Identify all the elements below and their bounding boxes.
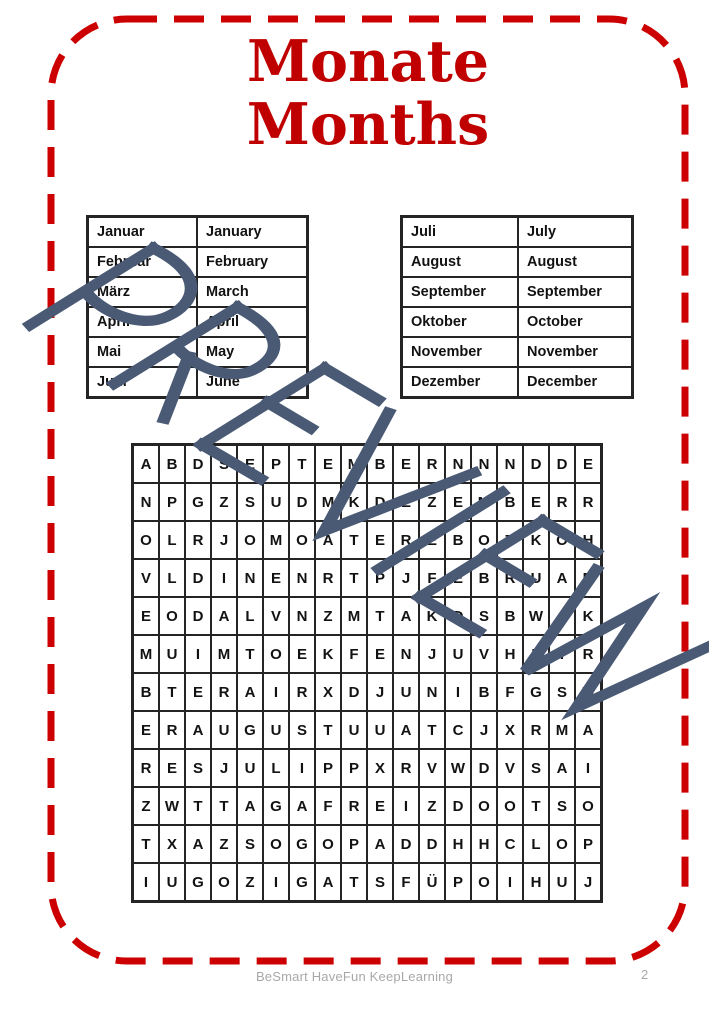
grid-letter-cell: Z xyxy=(419,787,445,825)
grid-letter-cell: J xyxy=(393,559,419,597)
grid-letter-cell: A xyxy=(237,673,263,711)
grid-letter-cell: J xyxy=(367,673,393,711)
vocab-cell: Februar xyxy=(88,247,197,277)
grid-letter-cell: N xyxy=(237,559,263,597)
grid-letter-cell: F xyxy=(497,673,523,711)
grid-letter-cell: B xyxy=(367,445,393,483)
grid-letter-cell: A xyxy=(393,597,419,635)
vocab-cell: November xyxy=(402,337,518,367)
vocab-cell: Juli xyxy=(402,217,518,247)
grid-letter-cell: W xyxy=(159,787,185,825)
grid-letter-cell: E xyxy=(185,673,211,711)
grid-letter-cell: V xyxy=(471,635,497,673)
grid-letter-cell: D xyxy=(367,483,393,521)
grid-letter-cell: O xyxy=(263,825,289,863)
grid-letter-cell: R xyxy=(393,521,419,559)
grid-letter-cell: R xyxy=(211,673,237,711)
grid-letter-cell: D xyxy=(185,559,211,597)
grid-letter-cell: O xyxy=(315,825,341,863)
vocab-cell: Dezember xyxy=(402,367,518,397)
grid-letter-cell: D xyxy=(393,825,419,863)
grid-letter-cell: B xyxy=(159,445,185,483)
grid-letter-cell: Z xyxy=(133,787,159,825)
grid-letter-cell: N xyxy=(497,445,523,483)
grid-letter-cell: M xyxy=(549,711,575,749)
grid-letter-cell: S xyxy=(367,863,393,901)
grid-letter-cell: L xyxy=(523,635,549,673)
grid-letter-cell: I xyxy=(575,749,601,787)
vocab-table-jul-dec xyxy=(400,215,634,399)
grid-letter-cell: A xyxy=(185,825,211,863)
grid-letter-cell: C xyxy=(445,711,471,749)
grid-letter-cell: J xyxy=(419,635,445,673)
grid-letter-cell: G xyxy=(185,483,211,521)
grid-letter-cell: J xyxy=(471,711,497,749)
grid-letter-cell: O xyxy=(549,521,575,559)
grid-letter-cell: D xyxy=(445,597,471,635)
grid-letter-cell: U xyxy=(341,711,367,749)
grid-letter-cell: R xyxy=(419,445,445,483)
vocab-cell: November xyxy=(518,337,632,367)
grid-letter-cell: H xyxy=(497,635,523,673)
grid-letter-cell: K xyxy=(341,483,367,521)
grid-letter-cell: V xyxy=(497,749,523,787)
grid-letter-cell: P xyxy=(341,749,367,787)
vocab-cell: June xyxy=(197,367,307,397)
grid-letter-cell: T xyxy=(341,521,367,559)
grid-letter-cell: R xyxy=(315,559,341,597)
grid-letter-cell: R xyxy=(497,559,523,597)
grid-letter-cell: T xyxy=(237,635,263,673)
vocab-cell: January xyxy=(197,217,307,247)
grid-letter-cell: D xyxy=(289,483,315,521)
grid-letter-cell: U xyxy=(159,635,185,673)
grid-letter-cell: R xyxy=(341,787,367,825)
grid-letter-cell: N xyxy=(393,635,419,673)
grid-letter-cell: I xyxy=(263,863,289,901)
grid-letter-cell: S xyxy=(549,787,575,825)
word-search-grid xyxy=(131,443,603,903)
grid-letter-cell: A xyxy=(367,825,393,863)
grid-letter-cell: N xyxy=(471,445,497,483)
grid-letter-cell: B xyxy=(471,673,497,711)
grid-letter-cell: J xyxy=(211,521,237,559)
grid-letter-cell: D xyxy=(419,825,445,863)
grid-letter-cell: A xyxy=(289,787,315,825)
vocab-cell: July xyxy=(518,217,632,247)
grid-letter-cell: L xyxy=(237,597,263,635)
grid-letter-cell: W xyxy=(445,749,471,787)
vocab-cell: March xyxy=(197,277,307,307)
grid-letter-cell: A xyxy=(549,559,575,597)
grid-letter-cell: E xyxy=(393,445,419,483)
grid-letter-cell: R xyxy=(575,635,601,673)
grid-letter-cell: O xyxy=(211,863,237,901)
grid-letter-cell: M xyxy=(341,597,367,635)
grid-letter-cell: B xyxy=(497,597,523,635)
grid-letter-cell: I xyxy=(497,863,523,901)
grid-letter-cell: R xyxy=(185,521,211,559)
grid-letter-cell: E xyxy=(393,483,419,521)
grid-letter-cell: O xyxy=(575,787,601,825)
grid-letter-cell: K xyxy=(523,521,549,559)
grid-letter-cell: O xyxy=(263,635,289,673)
grid-letter-cell: O xyxy=(159,597,185,635)
grid-letter-cell: J xyxy=(575,863,601,901)
grid-letter-cell: L xyxy=(523,825,549,863)
grid-letter-cell: E xyxy=(367,635,393,673)
grid-letter-cell: T xyxy=(289,445,315,483)
grid-letter-cell: R xyxy=(575,559,601,597)
grid-letter-cell: A xyxy=(575,711,601,749)
grid-letter-cell: X xyxy=(159,825,185,863)
grid-letter-cell: N xyxy=(133,483,159,521)
grid-letter-cell: Z xyxy=(419,483,445,521)
grid-letter-cell: I xyxy=(445,673,471,711)
grid-letter-cell: A xyxy=(393,711,419,749)
vocab-cell: May xyxy=(197,337,307,367)
grid-letter-cell: A xyxy=(549,749,575,787)
vocab-table-jan-jun xyxy=(86,215,309,399)
grid-letter-cell: E xyxy=(133,711,159,749)
grid-letter-cell: J xyxy=(211,749,237,787)
grid-letter-cell: V xyxy=(263,597,289,635)
grid-letter-cell: K xyxy=(575,597,601,635)
grid-letter-cell: I xyxy=(289,749,315,787)
grid-letter-cell: X xyxy=(315,673,341,711)
grid-letter-cell: S xyxy=(237,825,263,863)
page-title xyxy=(48,30,688,156)
vocab-cell: März xyxy=(88,277,197,307)
grid-letter-cell: T xyxy=(341,863,367,901)
grid-letter-cell: P xyxy=(445,863,471,901)
grid-letter-cell: H xyxy=(575,521,601,559)
grid-letter-cell: U xyxy=(393,673,419,711)
grid-letter-cell: B xyxy=(133,673,159,711)
grid-letter-cell: I xyxy=(263,673,289,711)
grid-letter-cell: B xyxy=(471,559,497,597)
grid-letter-cell: T xyxy=(367,597,393,635)
grid-letter-cell: K xyxy=(315,635,341,673)
grid-letter-cell: A xyxy=(133,445,159,483)
grid-letter-cell: E xyxy=(133,597,159,635)
grid-letter-cell: S xyxy=(211,445,237,483)
grid-letter-cell: N xyxy=(289,597,315,635)
grid-letter-cell: U xyxy=(211,711,237,749)
grid-letter-cell: H xyxy=(471,825,497,863)
grid-letter-cell: T xyxy=(523,787,549,825)
grid-letter-cell: M xyxy=(133,635,159,673)
grid-letter-cell: Z xyxy=(211,483,237,521)
grid-letter-cell: E xyxy=(523,483,549,521)
vocab-cell: August xyxy=(402,247,518,277)
grid-letter-cell: V xyxy=(133,559,159,597)
grid-letter-cell: F xyxy=(419,559,445,597)
grid-letter-cell: Z xyxy=(237,863,263,901)
grid-letter-cell: B xyxy=(497,483,523,521)
grid-letter-cell: A xyxy=(237,787,263,825)
grid-letter-cell: W xyxy=(523,597,549,635)
grid-letter-cell: E xyxy=(367,521,393,559)
grid-letter-cell: T xyxy=(211,787,237,825)
grid-letter-cell: O xyxy=(471,863,497,901)
grid-letter-cell: H xyxy=(523,863,549,901)
footer-credit: BeSmart HaveFun KeepLearning xyxy=(255,969,454,984)
grid-letter-cell: O xyxy=(133,521,159,559)
grid-letter-cell: U xyxy=(549,863,575,901)
grid-letter-cell: T xyxy=(159,673,185,711)
vocab-cell: Mai xyxy=(88,337,197,367)
grid-letter-cell: A xyxy=(211,597,237,635)
grid-letter-cell: N xyxy=(445,445,471,483)
grid-letter-cell: M xyxy=(315,483,341,521)
grid-letter-cell: T xyxy=(341,559,367,597)
grid-letter-cell: D xyxy=(549,445,575,483)
grid-letter-cell: U xyxy=(159,863,185,901)
grid-letter-cell: Z xyxy=(211,825,237,863)
grid-letter-cell: A xyxy=(315,863,341,901)
grid-letter-cell: O xyxy=(471,521,497,559)
grid-letter-cell: E xyxy=(289,635,315,673)
grid-letter-cell: G xyxy=(523,673,549,711)
grid-letter-cell: D xyxy=(185,597,211,635)
grid-letter-cell: M xyxy=(341,445,367,483)
grid-letter-cell: S xyxy=(471,597,497,635)
grid-letter-cell: I xyxy=(211,559,237,597)
grid-letter-cell: E xyxy=(237,445,263,483)
grid-letter-cell: A xyxy=(549,597,575,635)
grid-letter-cell: S xyxy=(237,483,263,521)
grid-letter-cell: F xyxy=(393,863,419,901)
grid-letter-cell: R xyxy=(159,711,185,749)
grid-letter-cell: U xyxy=(263,483,289,521)
page-title-german: Monate xyxy=(246,28,490,95)
grid-letter-cell: G xyxy=(263,787,289,825)
grid-letter-cell: P xyxy=(341,825,367,863)
grid-letter-cell: R xyxy=(133,749,159,787)
vocab-cell: December xyxy=(518,367,632,397)
grid-letter-cell: O xyxy=(549,825,575,863)
grid-letter-cell: P xyxy=(575,825,601,863)
vocab-cell: September xyxy=(518,277,632,307)
grid-letter-cell: R xyxy=(575,483,601,521)
grid-letter-cell: R xyxy=(289,673,315,711)
grid-letter-cell: D xyxy=(185,445,211,483)
grid-letter-cell: A xyxy=(185,711,211,749)
grid-letter-cell: D xyxy=(471,749,497,787)
grid-letter-cell: E xyxy=(315,445,341,483)
vocab-cell: Juni xyxy=(88,367,197,397)
grid-letter-cell: O xyxy=(237,521,263,559)
grid-letter-cell: U xyxy=(445,635,471,673)
grid-letter-cell: N xyxy=(419,673,445,711)
vocab-cell: Januar xyxy=(88,217,197,247)
vocab-cell: August xyxy=(518,247,632,277)
vocab-cell: February xyxy=(197,247,307,277)
grid-letter-cell: S xyxy=(549,673,575,711)
grid-letter-cell: E xyxy=(419,521,445,559)
grid-letter-cell: T xyxy=(497,521,523,559)
grid-letter-cell: R xyxy=(523,711,549,749)
page-title-english: Months xyxy=(246,91,490,158)
grid-letter-cell: U xyxy=(237,749,263,787)
grid-letter-cell: S xyxy=(523,749,549,787)
grid-letter-cell: P xyxy=(367,559,393,597)
vocab-cell: April xyxy=(197,307,307,337)
grid-letter-cell: D xyxy=(523,445,549,483)
grid-letter-cell: M xyxy=(471,483,497,521)
grid-letter-cell: T xyxy=(549,635,575,673)
grid-letter-cell: S xyxy=(289,711,315,749)
grid-letter-cell: V xyxy=(419,749,445,787)
grid-letter-cell: I xyxy=(133,863,159,901)
vocab-cell: September xyxy=(402,277,518,307)
grid-letter-cell: K xyxy=(419,597,445,635)
grid-letter-cell: D xyxy=(445,787,471,825)
grid-letter-cell: I xyxy=(393,787,419,825)
vocab-cell: Oktober xyxy=(402,307,518,337)
grid-letter-cell: O xyxy=(289,521,315,559)
grid-letter-cell: L xyxy=(159,521,185,559)
grid-letter-cell: R xyxy=(393,749,419,787)
grid-letter-cell: T xyxy=(185,787,211,825)
grid-letter-cell: Ü xyxy=(419,863,445,901)
grid-letter-cell: U xyxy=(367,711,393,749)
grid-letter-cell: G xyxy=(289,825,315,863)
grid-letter-cell: M xyxy=(211,635,237,673)
grid-letter-cell: T xyxy=(315,711,341,749)
grid-letter-cell: X xyxy=(497,711,523,749)
grid-letter-cell: L xyxy=(263,749,289,787)
grid-letter-cell: I xyxy=(185,635,211,673)
grid-letter-cell: G xyxy=(185,863,211,901)
grid-letter-cell: M xyxy=(263,521,289,559)
grid-letter-cell: E xyxy=(263,559,289,597)
grid-letter-cell: Ä xyxy=(315,521,341,559)
grid-letter-cell: D xyxy=(341,673,367,711)
grid-letter-cell: N xyxy=(289,559,315,597)
grid-letter-cell: E xyxy=(159,749,185,787)
grid-letter-cell: R xyxy=(549,483,575,521)
vocab-cell: April xyxy=(88,307,197,337)
grid-letter-cell: E xyxy=(445,559,471,597)
grid-letter-cell: E xyxy=(445,483,471,521)
grid-letter-cell: F xyxy=(341,635,367,673)
grid-letter-cell: P xyxy=(159,483,185,521)
grid-letter-cell: G xyxy=(289,863,315,901)
page-number: 2 xyxy=(641,967,649,982)
grid-letter-cell: L xyxy=(159,559,185,597)
grid-letter-cell: B xyxy=(445,521,471,559)
grid-letter-cell: T xyxy=(133,825,159,863)
grid-letter-cell: M xyxy=(575,673,601,711)
vocab-cell: October xyxy=(518,307,632,337)
grid-letter-cell: P xyxy=(315,749,341,787)
grid-letter-cell: H xyxy=(445,825,471,863)
grid-letter-cell: E xyxy=(575,445,601,483)
grid-letter-cell: U xyxy=(523,559,549,597)
grid-letter-cell: F xyxy=(315,787,341,825)
grid-letter-cell: Z xyxy=(315,597,341,635)
grid-letter-cell: C xyxy=(497,825,523,863)
grid-letter-cell: S xyxy=(185,749,211,787)
grid-letter-cell: X xyxy=(367,749,393,787)
grid-letter-cell: O xyxy=(471,787,497,825)
grid-letter-cell: E xyxy=(367,787,393,825)
grid-letter-cell: G xyxy=(237,711,263,749)
grid-letter-cell: O xyxy=(497,787,523,825)
grid-letter-cell: T xyxy=(419,711,445,749)
grid-letter-cell: U xyxy=(263,711,289,749)
grid-letter-cell: P xyxy=(263,445,289,483)
